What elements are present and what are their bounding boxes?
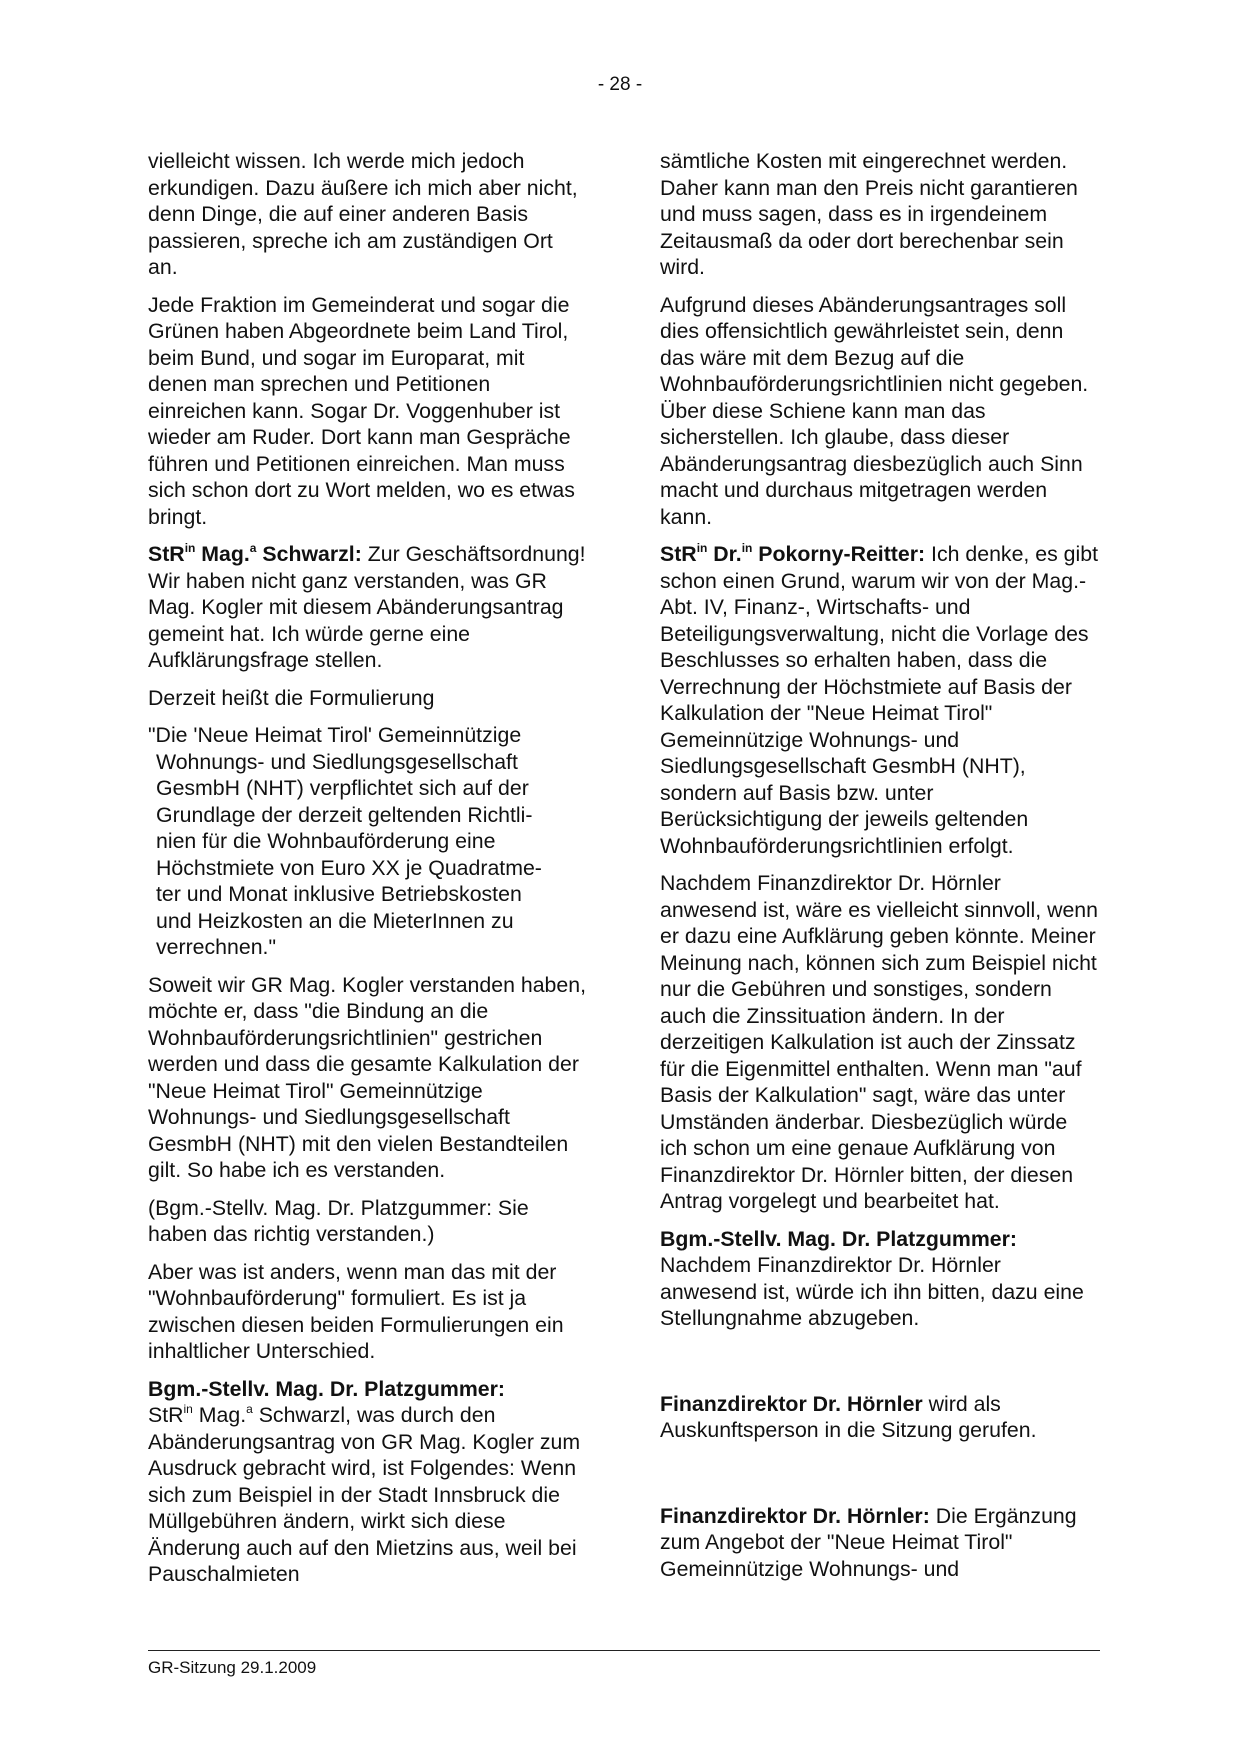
spacer: [660, 1455, 1100, 1503]
paragraph: Aufgrund dieses Abänderungsantrages soll dies offensichtlich gewährleistet sein, denn das wäre mit dem Bezug auf die Wohnbauförderungsrichtlinien nicht gegeben. Über diese Schiene kann man das sicherstellen. Ich glaube, dass dieser Abänderungsantrag diesbezüglich auch Sinn macht und durchaus mitgetragen werden kann.: [660, 292, 1089, 529]
quote-line: "Die 'Neue Heimat Tirol' Gemeinnützige: [148, 723, 522, 747]
paragraph: Soweit wir GR Mag. Kogler verstanden haben, möchte er, dass "die Bindung an die Wohnbauförderungsrichtlinien" gestrichen werden und dass die gesamte Kalkulation der "Neue Heimat Tirol" Gemeinnützige Wohnungs- und Siedlungsgesellschaft GesmbH (NHT) mit den vielen Bestandteilen gilt. So habe ich es verstanden.: [148, 972, 586, 1182]
speaker-name: Finanzdirektor Dr. Hörnler:: [660, 1503, 930, 1528]
quote-line: Höchstmiete von Euro XX je Quadratme-: [156, 855, 542, 880]
right-column: [660, 148, 1100, 1593]
page-number: - 28 -: [597, 74, 643, 95]
spacer: [660, 1343, 1100, 1391]
paragraph: Derzeit heißt die Formulierung: [148, 685, 435, 710]
speaker-name: Finanzdirektor Dr. Hörnler: [660, 1391, 923, 1416]
quote-line: und Heizkosten an die MieterInnen zu: [156, 908, 514, 933]
speech-text: Zur Geschäftsordnung! Wir haben nicht ganz verstanden, was GR Mag. Kogler mit diesem Abänderungsantrag gemeint hat. Ich würde gerne eine Aufklärungsfrage stellen.: [148, 542, 586, 672]
speech-paragraph: [660, 1503, 1100, 1583]
quote-line: verrechnen.": [156, 935, 277, 959]
quote-line: Grundlage der derzeit geltenden Richtli-: [156, 802, 533, 827]
quote-line: Wohnungs- und Siedlungsgesellschaft: [156, 749, 518, 774]
speech-paragraph: [660, 541, 1100, 859]
speech-text: Schwarzl, was durch den Abänderungsantrag von GR Mag. Kogler zum Ausdruck gebracht wird, ist Folgendes: Wenn sich zum Beispiel in der Stadt Innsbruck die Müllgebühren ändern, wirkt sich diese Änderung auch auf den Mietzins aus, weil bei Pauschalmieten: [148, 1403, 581, 1586]
paragraph: vielleicht wissen. Ich werde mich jedoch erkundigen. Dazu äußere ich mich aber nicht, denn Dinge, die auf einer anderen Basis passieren, spreche ich am zuständigen Ort an.: [148, 149, 578, 279]
quote-line: GesmbH (NHT) verpflichtet sich auf der: [156, 776, 529, 800]
speech-text: Ich denke, es gibt schon einen Grund, warum wir von der Mag.-Abt. IV, Finanz-, Wirtschafts- und Beteiligungsverwaltung, nicht die Vorlage des Beschlusses so erhalten haben, dass die Verrechnung der Höchstmiete auf Basis der Kalkulation der "Neue Heimat Tirol" Gemeinnützige Wohnungs- und Siedlungsgesellschaft GesmbH (NHT), sondern auf Basis bzw. unter Berücksichtigung der jeweils geltenden Wohnbauförderungsrichtlinien erfolgt.: [660, 542, 1098, 858]
footer-session-date: GR-Sitzung 29.1.2009: [148, 1658, 317, 1677]
speaker-name: Bgm.-Stellv. Mag. Dr. Platzgummer:: [148, 1376, 505, 1401]
speaker-name: Bgm.-Stellv. Mag. Dr. Platzgummer:: [660, 1226, 1017, 1251]
speech-paragraph: [660, 1226, 1100, 1332]
speaker-name: StR$^{in}$ Dr.$^{in}$ Pokorny-Reitter:: [660, 541, 926, 566]
footer-divider: [148, 1650, 1100, 1651]
procedural-note: Finanzdirektor Dr. Hörnler wird als Auskunftsperson in die Sitzung gerufen.: [660, 1391, 1037, 1442]
left-column: [148, 148, 588, 1599]
paragraph: Aber was ist anders, wenn man das mit der "Wohnbauförderung" formuliert. Es ist ja zwischen diesen beiden Formulierungen ein inhaltlicher Unterschied.: [148, 1259, 564, 1363]
speech-text: Nachdem Finanzdirektor Dr. Hörnler anwesend ist, würde ich ihn bitten, dazu eine Stellungnahme abzugeben.: [660, 1253, 1084, 1330]
quoted-formulation: [148, 722, 588, 961]
quote-line: ter und Monat inklusive Betriebskosten: [156, 882, 522, 906]
speech-paragraph: [148, 1376, 588, 1588]
speech-text: Die Ergänzung zum Angebot der "Neue Heimat Tirol" Gemeinnützige Wohnungs- und: [660, 1503, 1077, 1581]
speech-paragraph: [148, 541, 588, 674]
paragraph: Jede Fraktion im Gemeinderat und sogar die Grünen haben Abgeordnete beim Land Tirol, beim Bund, und sogar im Europarat, mit denen man sprechen und Petitionen einreichen kann. Sogar Dr. Voggenhuber ist wieder am Ruder. Dort kann man Gespräche führen und Petitionen einreichen. Man muss sich schon dort zu Wort melden, wo es etwas bringt.: [148, 292, 575, 529]
speaker-name: StR$^{in}$ Mag.$^a$ Schwarzl:: [148, 541, 362, 566]
quote-line: nien für die Wohnbauförderung eine: [156, 829, 496, 853]
interjection: (Bgm.-Stellv. Mag. Dr. Platzgummer: Sie haben das richtig verstanden.): [148, 1195, 529, 1246]
addressee: StR$^{in}$ Mag.$^a$: [148, 1402, 253, 1427]
paragraph: sämtliche Kosten mit eingerechnet werden. Daher kann man den Preis nicht garantieren und muss sagen, dass es in irgendeinem Zeitausmaß da oder dort berechenbar sein wird.: [660, 149, 1078, 279]
paragraph: Nachdem Finanzdirektor Dr. Hörnler anwesend ist, wäre es vielleicht sinnvoll, wenn er dazu eine Aufklärung geben könnte. Meiner Meinung nach, können sich zum Beispiel nicht nur die Gebühren und sonstiges, sondern auch die Zinssituation ändern. In der derzeitigen Kalkulation ist auch der Zinssatz für die Eigenmittel enthalten. Wenn man "auf Basis der Kalkulation" sagt, wäre das unter Umständen änderbar. Diesbezüglich würde ich schon um eine genaue Aufklärung von Finanzdirektor Dr. Hörnler bitten, der diesen Antrag vorgelegt und bearbeitet hat.: [660, 871, 1098, 1213]
